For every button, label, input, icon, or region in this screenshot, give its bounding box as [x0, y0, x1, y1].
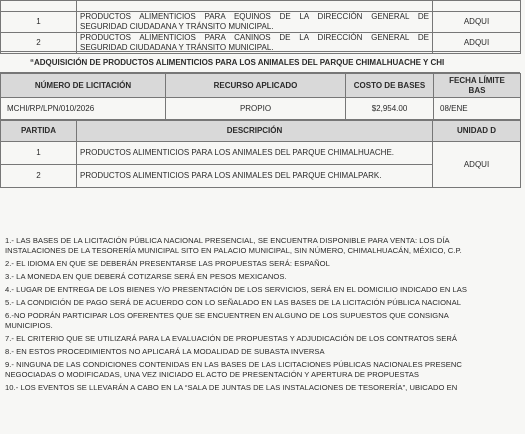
partida-cell: 2 [1, 165, 77, 188]
unit-cell: ADQUI [433, 12, 521, 33]
costo-value: $2,954.00 [346, 98, 434, 120]
description-cell: PRODUCTOS ALIMENTICIOS PARA LOS ANIMALES DEL PARQUE CHIMALPARK. [77, 165, 433, 188]
note-line: 3.- LA MONEDA EN QUE DEBERÁ COTIZARSE SERÁ EN PESOS MEXICANOS. [5, 272, 287, 281]
description-line: SEGURIDAD CIUDADANA Y TRÁNSITO MUNICIPAL. [80, 22, 274, 31]
items-table [0, 120, 521, 188]
header-unidad: UNIDAD D [433, 121, 521, 142]
note-item [5, 311, 525, 331]
note-item [5, 298, 525, 308]
note-item [5, 285, 525, 295]
note-item [5, 347, 525, 357]
partida-cell: 1 [1, 142, 77, 165]
header-licitacion: NÚMERO DE LICITACIÓN [1, 74, 166, 98]
header-fecha [434, 74, 521, 98]
licitacion-value: MCHI/RP/LPN/010/2026 [1, 98, 166, 120]
partida-cell: 1 [1, 12, 77, 33]
note-item [5, 360, 525, 380]
table-header-row [1, 121, 521, 142]
note-line: MUNICIPIOS. [5, 321, 53, 330]
description-line: PRODUCTOS ALIMENTICIOS PARA EQUINOS DE LA DIRECCIÓN GENERAL DE [80, 12, 429, 21]
note-item [5, 236, 525, 256]
note-line: 4.- LUGAR DE ENTREGA DE LOS BIENES Y/O PRESENTACIÓN DE LOS SERVICIOS, SERÁ EN EL DOMICILIO INDICADO EN LAS [5, 285, 468, 294]
description-cell [77, 12, 433, 33]
header-costo: COSTO DE BASES [346, 74, 434, 98]
partida-cell: 2 [1, 33, 77, 54]
tender-info-table [0, 73, 521, 120]
description-line: SEGURIDAD CIUDADANA Y TRÁNSITO MUNICIPAL. [80, 43, 274, 52]
note-line: 1.- LAS BASES DE LA LICITACIÓN PÚBLICA NACIONAL PRESENCIAL, SE ENCUENTRA DISPONIBLE PARA VENTA: LOS DÍA [5, 236, 450, 245]
unit-cell: ADQUI [433, 33, 521, 54]
note-line: 6.-NO PODRÁN PARTICIPAR LOS OFERENTES QUE SE ENCUENTREN EN ALGUNO DE LOS SUPUESTOS QUE CONSIGNA [5, 311, 449, 320]
header-fecha-line: BAS [468, 85, 486, 95]
note-line: 8.- EN ESTOS PROCEDIMIENTOS NO APLICARÁ LA MODALIDAD DE SUBASTA INVERSA [5, 347, 325, 356]
table-row [1, 98, 521, 120]
header-partida: PARTIDA [1, 121, 77, 142]
note-item [5, 259, 525, 269]
description-line: PRODUCTOS ALIMENTICIOS PARA CANINOS DE LA DIRECCIÓN GENERAL DE [80, 33, 429, 42]
note-line: 9.- NINGUNA DE LAS CONDICIONES CONTENIDAS EN LAS BASES DE LAS LICITACIONES PÚBLICAS NACIONALES PRESENC [5, 360, 462, 369]
note-line: 2.- EL IDIOMA EN QUE SE DEBERÁN PRESENTARSE LAS PROPUESTAS SERÁ: ESPAÑOL [5, 259, 330, 268]
fecha-value: 08/ENE [434, 98, 521, 120]
table-row [1, 12, 521, 33]
note-item [5, 334, 525, 344]
table-row [1, 142, 521, 165]
items-table-top [0, 0, 521, 54]
table-header-row [1, 74, 521, 98]
unit-cell: ADQUI [433, 142, 521, 188]
description-cell: PRODUCTOS ALIMENTICIOS PARA LOS ANIMALES DEL PARQUE CHIMALHUACHE. [77, 142, 433, 165]
note-line: NEGOCIADAS O MODIFICADAS, UNA VEZ INICIADO EL ACTO DE PRESENTACIÓN Y APERTURA DE PROPUESTAS [5, 370, 419, 379]
recurso-value: PROPIO [166, 98, 346, 120]
table-row [1, 1, 521, 12]
header-fecha-line: FECHA LÍMITE [449, 75, 505, 85]
header-recurso: RECURSO APLICADO [166, 74, 346, 98]
note-line: 10.- LOS EVENTOS SE LLEVARÁN A CABO EN LA “SALA DE JUNTAS DE LAS INSTALACIONES DE TESORERÍA”, UBICADO EN [5, 383, 458, 392]
header-descripcion: DESCRIPCIÓN [77, 121, 433, 142]
note-line: 5.- LA CONDICIÓN DE PAGO SERÁ DE ACUERDO CON LO SEÑALADO EN LAS BASES DE LA LICITACIÓN PÚBLICA NACIONAL [5, 298, 461, 307]
tender-caption: “ADQUISICIÓN DE PRODUCTOS ALIMENTICIOS PARA LOS ANIMALES DEL PARQUE CHIMALHUACHE Y CHI [0, 51, 520, 73]
note-item [5, 272, 525, 282]
note-line: 7.- EL CRITERIO QUE SE UTILIZARÁ PARA LA EVALUACIÓN DE PROPUESTAS Y ADJUDICACIÓN DE LOS CONTRATOS SERÁ [5, 334, 457, 343]
notes-list [5, 236, 525, 396]
note-item [5, 383, 525, 393]
note-line: INSTALACIONES DE LA TESORERÍA MUNICIPAL SITO EN PALACIO MUNICIPAL, SIN NÚMERO, CHIMALHUACÁN, MÉXICO, C.P. [5, 246, 462, 255]
